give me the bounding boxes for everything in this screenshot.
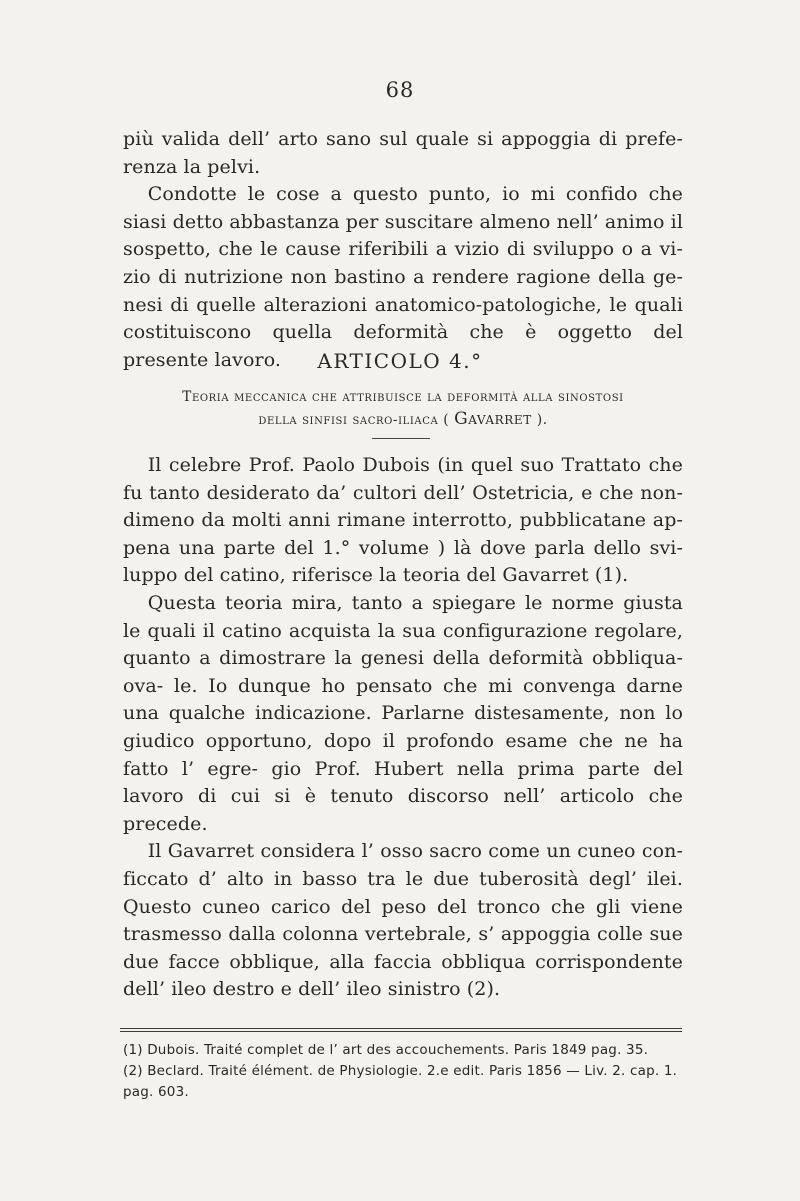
section-title-author: Gavarret — [454, 409, 532, 429]
section-divider — [372, 438, 430, 439]
section-title-suffix: ). — [536, 412, 548, 428]
section-title-line-2 — [123, 408, 683, 431]
paragraph: Il celebre Prof. Paolo Dubois (in quel suo Trattato che fu tanto desiderato da’ cultori dell’ Ostetricia, e che non- dimeno da molti anni rimane interrotto, pubblicatane ap- pena una parte del 1.° volume ) là dove parla dello svi- luppo del catino, riferisce la teoria del Gavarret (1). — [123, 454, 683, 587]
paragraph: più valida dell’ arto sano sul quale si appoggia di prefe- renza la pelvi. — [123, 128, 683, 178]
footnote-rule — [120, 1031, 682, 1032]
text-block-article — [123, 452, 683, 1004]
paragraph: Questa teoria mira, tanto a spiegare le norme giusta le quali il catino acquista la sua configurazione regolare, quanto a dimostrare la genesi della deformità obbliqua-ova- le. Io dunque ho pensato che mi convenga darne una qualche indicazione. Parlarne distesamente, non lo giudico opportuno, dopo il profondo esame che ne ha fatto l’ egre- gio Prof. Hubert nella prima parte del lavoro di cui si è tenuto discorso nell’ articolo che precede. — [123, 591, 683, 835]
section-title — [123, 386, 683, 431]
page-number: 68 — [385, 78, 415, 102]
footnote-rule — [120, 1028, 682, 1029]
article-heading: ARTICOLO 4.° — [317, 349, 483, 373]
paragraph: Condotte le cose a questo punto, io mi confido che siasi detto abbastanza per suscitare almeno nell’ animo il sospetto, che le cause riferibili a vizio di sviluppo o a vi- zio di nutrizione non bastino a rendere ragione della ge- nesi di quelle alterazioni anatomico-patologiche, le quali costituiscono quella deformità che è oggetto del presente lavoro. — [123, 183, 683, 371]
footnote-2: (2) Beclard. Traité élément. de Physiologie. 2.e edit. Paris 1856 — Liv. 2. cap. 1. pag. 603. — [123, 1063, 678, 1100]
footnotes — [123, 1040, 683, 1103]
paragraph: Il Gavarret considera l’ osso sacro come un cuneo con- ficcato d’ alto in basso tra le due tuberosità degl’ ilei. Questo cuneo carico del peso del tronco che gli viene trasmesso dalla colonna vertebrale, s’ appoggia colle sue due facce obblique, alla faccia obbliqua corrispondente dell’ ileo destro e dell’ ileo sinistro (2). — [123, 840, 683, 1001]
footnote-1: (1) Dubois. Traité complet de l’ art des accouchements. Paris 1849 pag. 35. — [123, 1042, 649, 1058]
text-block-intro — [123, 126, 683, 374]
section-title-prefix: della sinfisi sacro-iliaca ( — [258, 412, 450, 428]
section-title-line-1: Teoria meccanica che attribuisce la deformità alla sinostosi — [182, 389, 624, 405]
